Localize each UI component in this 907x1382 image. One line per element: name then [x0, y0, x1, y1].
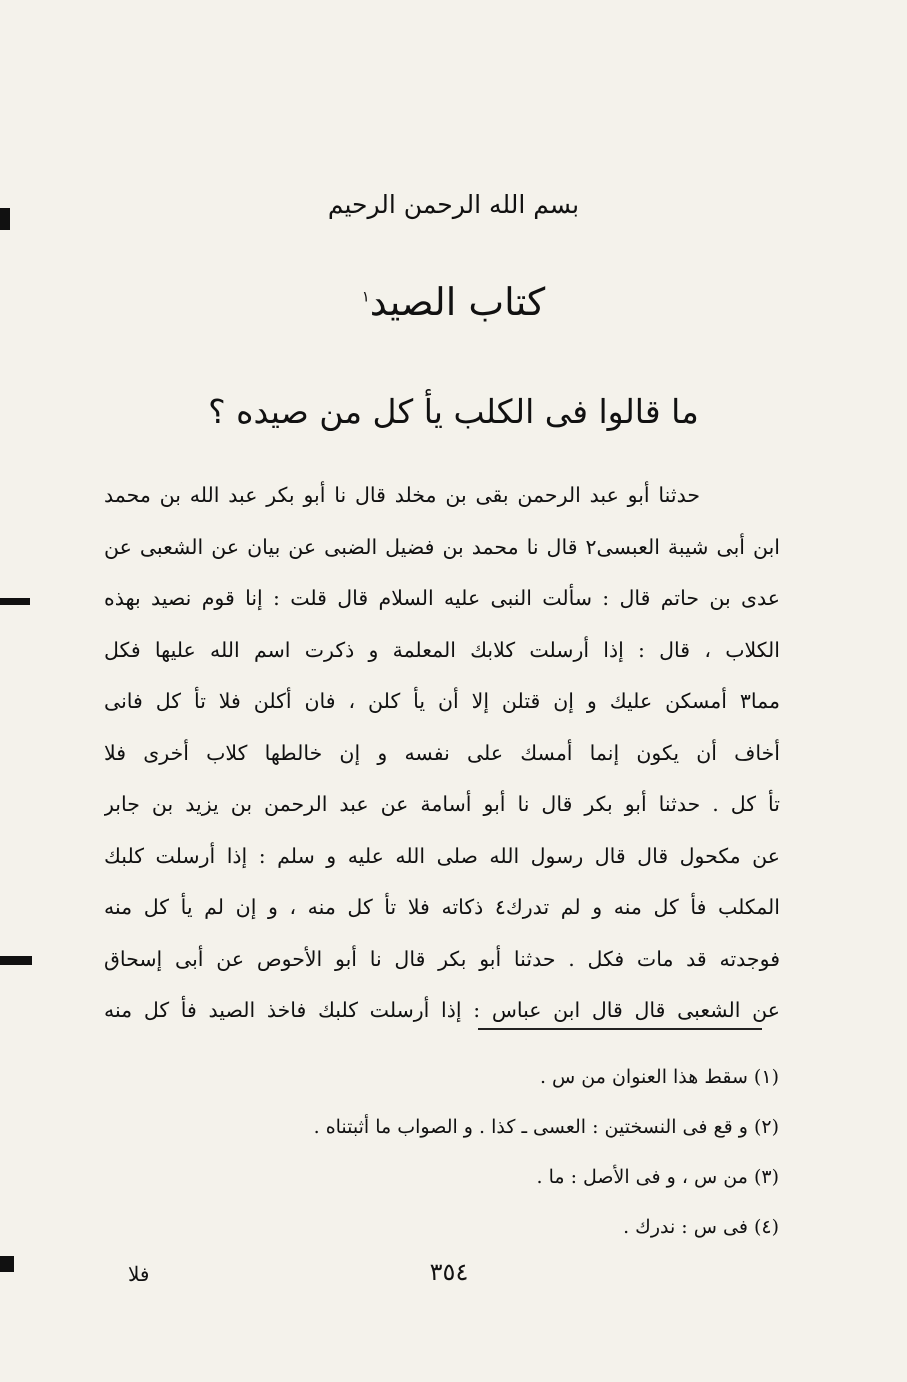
- body-line: تأ كل . حدثنا أبو بكر قال نا أبو أسامة عن عبد الرحمن بن يزيد بن جابر: [104, 792, 780, 816]
- body-line: ابن أبى شيبة العبسى٢ قال نا محمد بن فضيل الضبى عن بيان عن الشعبى عن: [104, 534, 780, 559]
- basmala: بسم الله الرحمن الرحيم: [327, 190, 580, 219]
- book-title: [0, 280, 907, 324]
- margin-mark: [0, 208, 10, 230]
- body-line: عدى بن حاتم قال : سألت النبى عليه السلام قال قلت : إنا قوم نصيد بهذه: [104, 586, 780, 610]
- footnote: (٤) فى س : ندرك .: [623, 1216, 779, 1238]
- body-line: حدثنا أبو عبد الرحمن بقى بن مخلد قال نا أبو بكر عبد الله بن محمد: [104, 483, 700, 507]
- body-line: فوجدته قد مات فكل . حدثنا أبو بكر قال نا أبو الأحوص عن أبى إسحاق: [104, 946, 780, 971]
- body-line: عن مكحول قال قال رسول الله صلى الله عليه و سلم : إذا أرسلت كلبك: [104, 843, 780, 868]
- body-line: مما٣ أمسكن عليك و إن قتلن إلا أن يأ كلن ، فان أكلن فلا تأ كل فانى: [104, 689, 780, 713]
- body-line: أخاف أن يكون إنما أمسك على نفسه و إن خالطها كلاب أخرى فلا: [104, 740, 780, 765]
- footnote: (٣) من س ، و فى الأصل : ما .: [536, 1166, 779, 1188]
- footnotes: [179, 1052, 779, 1252]
- margin-mark: [0, 1256, 14, 1272]
- margin-mark: [0, 598, 30, 605]
- book-title-text: كتاب الصيد: [369, 280, 546, 324]
- book-title-footnote-ref: ١: [361, 287, 370, 306]
- footnote-divider: [478, 1028, 762, 1030]
- footnote: (١) سقط هذا العنوان من س .: [539, 1066, 779, 1088]
- body-line: عن الشعبى قال قال ابن عباس : إذا أرسلت كلبك فاخذ الصيد فأ كل منه: [104, 998, 780, 1022]
- chapter-title: ما قالوا فى الكلب يأ كل من صيده ؟: [208, 392, 699, 431]
- footnote: (٢) و قع فى النسختين : العسى ـ كذا . و الصواب ما أثبتناه .: [313, 1116, 779, 1138]
- page-number: ٣٥٤: [429, 1258, 469, 1286]
- margin-mark: [0, 956, 32, 965]
- body-text: [104, 470, 780, 1037]
- catchword: فلا: [128, 1262, 150, 1286]
- body-line: المكلب فأ كل منه و لم تدرك٤ ذكاته فلا تأ كل منه ، و إن لم يأ كل منه: [104, 895, 780, 919]
- body-line: الكلاب ، قال : إذا أرسلت كلابك المعلمة و ذكرت اسم الله عليها فكل: [104, 637, 780, 662]
